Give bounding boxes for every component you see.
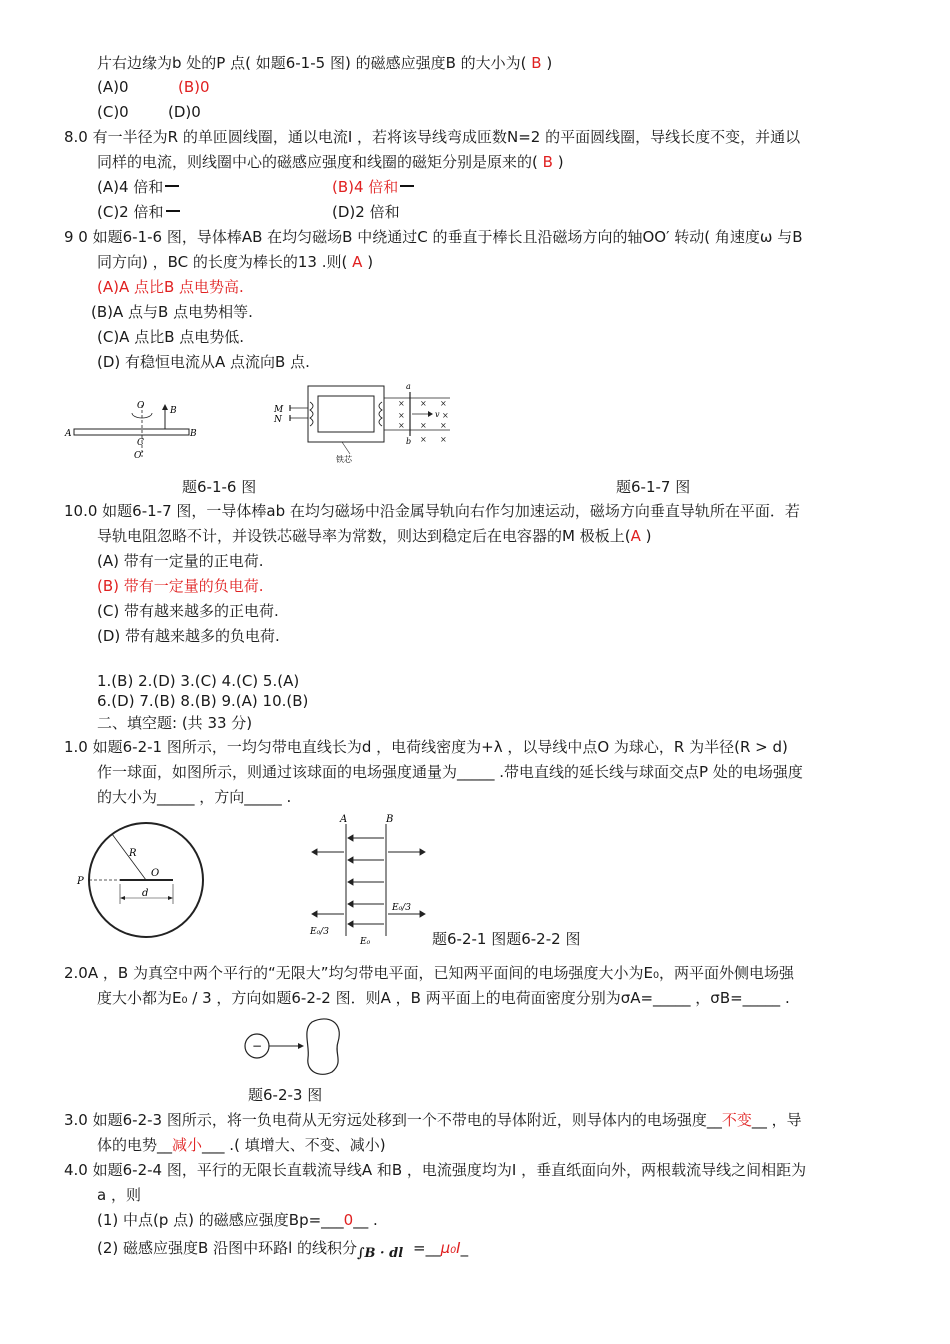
- label-plane-b: B: [386, 814, 394, 825]
- fill3-answer-a: 不变: [721, 1111, 752, 1129]
- q10-option-b: (B) 带有一定量的负电荷.: [97, 577, 264, 595]
- q6-answer: B: [531, 54, 542, 72]
- q9-option-b: (B)A 点与B 点电势相等.: [91, 303, 253, 321]
- q9-stem-cont: 同方向) ，BC 的长度为棒长的13 .则( A ): [97, 253, 374, 271]
- figure-6-1-7: [270, 378, 460, 464]
- label-v: v: [435, 410, 440, 419]
- q9-option-a: (A)A 点比B 点电势高.: [97, 278, 244, 296]
- caption-6-2-3: 题6-2-3 图: [248, 1086, 323, 1104]
- fill2-stem: 2.0A ，B 为真空中两个平行的“无限大”均匀带电平面，已知两平面间的电场强度大小为E₀，两平面外侧电场强: [64, 964, 794, 982]
- label-r: R: [129, 848, 137, 859]
- svg-text:×: ×: [440, 435, 447, 444]
- field-lines: [312, 835, 425, 927]
- fill1-stem: 1.0 如题6-2-1 图所示，一均匀带电直线长为d ，电荷线密度为+λ ，以导线中点O 为球心，R 为半径(R > d): [64, 738, 788, 756]
- figure-6-1-6: [62, 395, 212, 463]
- figure-6-2-3: [240, 1014, 350, 1076]
- fill1-stem-end: 的大小为_____ ，方向_____ .: [97, 788, 292, 806]
- q9-stem: 9 0 如题6-1-6 图，导体棒AB 在均匀磁场B 中绕通过C 的垂直于棒长且沿磁场方向的轴OO′ 转动( 角速度ω 与B: [64, 228, 803, 246]
- label-o: O: [151, 868, 160, 879]
- svg-text:×: ×: [398, 399, 405, 408]
- fill4-answer-b: μ₀I: [440, 1239, 461, 1257]
- fill1-stem-cont: 作一球面，如图所示，则通过该球面的电场强度通量为_____ .带电直线的延长线与球面交点P 处的电场强度: [97, 763, 803, 781]
- q6-option-b: (B)0: [178, 78, 210, 96]
- q6-option-a: (A)0: [97, 78, 129, 96]
- caption-6-1-6: 题6-1-6 图: [182, 478, 257, 496]
- label-e0: E₀: [360, 937, 371, 947]
- fill3-stem-cont: 体的电势__减小___ .( 填增大、不变、减小): [97, 1136, 386, 1154]
- svg-text:×: ×: [398, 421, 405, 430]
- label-a: A: [65, 429, 72, 439]
- answer-key-row-2: 6.(D) 7.(B) 8.(B) 9.(A) 10.(B): [97, 692, 309, 710]
- fill2-stem-cont: 度大小都为E₀ / 3 ，方向如题6-2-2 图．则A ，B 两平面上的电荷面密度分别为σA=_____ ，σB=_____ .: [97, 989, 790, 1007]
- q8-option-d: (D)2 倍和: [332, 203, 400, 221]
- q8-stem: 8.0 有一半径为R 的单匝圆线圈，通以电流I ，若将该导线弯成匝数N=2 的平面圆线圈，导线长度不变，并通以: [64, 128, 801, 146]
- svg-text:×: ×: [442, 411, 449, 420]
- fill3-stem: 3.0 如题6-2-3 图所示，将一负电荷从无穷远处移到一个不带电的导体附近，则导体内的电场强度__不变__ ，导: [64, 1111, 802, 1129]
- figure-6-2-1: [76, 818, 216, 948]
- fill4-answer-a: 0: [343, 1211, 354, 1229]
- svg-text:×: ×: [420, 399, 427, 408]
- q6-option-c: (C)0: [97, 103, 129, 121]
- q8-option-a: (A)4 倍和: [97, 176, 179, 198]
- figure-6-2-2: [306, 812, 434, 950]
- fill4-part-1: (1) 中点(p 点) 的磁感应强度Bp=___0__ .: [97, 1211, 378, 1229]
- label-iron-core: 铁芯: [336, 455, 352, 464]
- svg-text:×: ×: [440, 421, 447, 430]
- label-p: P: [77, 876, 84, 887]
- svg-text:×: ×: [440, 399, 447, 408]
- fill4-stem-cont: a ，则: [97, 1186, 141, 1204]
- label-e0-3-left: E₀/3: [310, 927, 329, 937]
- label-b-end: B: [190, 429, 197, 439]
- q10-option-a: (A) 带有一定量的正电荷.: [97, 552, 264, 570]
- q8-option-c: (C)2 倍和: [97, 201, 180, 223]
- q9-option-c: (C)A 点比B 点电势低.: [97, 328, 245, 346]
- answer-key-row-1: 1.(B) 2.(D) 3.(C) 4.(C) 5.(A): [97, 672, 300, 690]
- caption-6-1-7: 题6-1-7 图: [616, 478, 691, 496]
- label-m: M: [274, 405, 284, 415]
- label-o-bottom: O′: [134, 451, 144, 461]
- q8-answer: B: [542, 153, 553, 171]
- fill4-part-2: (2) 磁感应强度B 沿图中环路l 的线积分∫B · dl =__μ₀I_: [97, 1237, 468, 1265]
- q6-text: 片右边缘为b 处的P 点( 如题6-1-5 图) 的磁感应强度B 的大小为( B ): [97, 54, 553, 72]
- q9-answer: A: [352, 253, 363, 271]
- q10-option-d: (D) 带有越来越多的负电荷.: [97, 627, 280, 645]
- negative-charge-sign: −: [252, 1039, 263, 1053]
- q10-option-c: (C) 带有越来越多的正电荷.: [97, 602, 279, 620]
- q9-option-d: (D) 有稳恒电流从A 点流向B 点.: [97, 353, 310, 371]
- svg-text:×: ×: [420, 435, 427, 444]
- line-integral-symbol: ∫B · dl: [357, 1246, 404, 1261]
- q8-stem-cont: 同样的电流，则线圈中心的磁感应强度和线圈的磁矩分别是原来的( B ): [97, 153, 564, 171]
- label-c: C: [137, 438, 144, 448]
- svg-text:×: ×: [398, 411, 405, 420]
- label-o-top: O: [137, 401, 145, 411]
- label-n: N: [274, 415, 282, 425]
- q6-option-d: (D)0: [168, 103, 201, 121]
- label-e0-3-right: E₀/3: [392, 903, 411, 913]
- fill4-stem: 4.0 如题6-2-4 图，平行的无限长直载流导线A 和B ，电流强度均为I ，垂直纸面向外，两根载流导线之间相距为: [64, 1161, 807, 1179]
- label-b-rod: b: [406, 437, 412, 446]
- q10-answer: A: [630, 527, 641, 545]
- label-d: d: [142, 888, 149, 899]
- q10-stem-cont: 导轨电阻忽略不计，并设铁芯磁导率为常数，则达到稳定后在电容器的M 极板上(A ): [97, 527, 652, 545]
- label-plane-a: A: [340, 814, 348, 825]
- fill3-answer-b: 减小: [172, 1136, 203, 1154]
- q10-stem: 10.0 如题6-1-7 图，一导体棒ab 在均匀磁场中沿金属导轨向右作匀加速运动，磁场方向垂直导轨所在平面．若: [64, 502, 800, 520]
- section-title-fill: 二、填空题: (共 33 分): [97, 714, 253, 732]
- caption-6-2-1-6-2-2: 题6-2-1 图题6-2-2 图: [432, 930, 581, 948]
- q8-option-b: (B)4 倍和: [332, 176, 414, 198]
- svg-text:×: ×: [420, 421, 427, 430]
- label-b-field: B: [170, 406, 177, 416]
- label-a-rod: a: [406, 382, 411, 391]
